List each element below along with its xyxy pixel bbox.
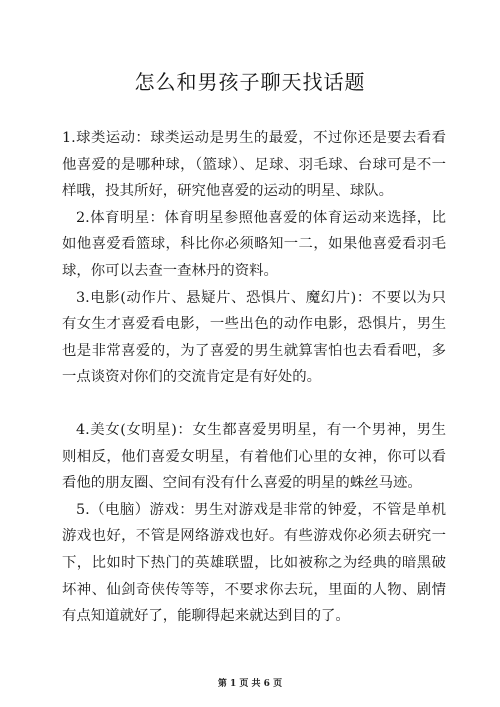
paragraph-sports-stars: 2.体育明星：体育明星参照他喜爱的体育运动来选择，比如他喜爱看篮球，科比你必须略知一二，如果他喜爱看羽毛球，你可以去查一查林丹的资料。 (62, 209, 446, 279)
page-number-footer: 第 1 页 共 6 页 (217, 679, 283, 689)
paragraph-female-stars: 4.美女(女明星)：女生都喜爱男明星，有一个男神，男生则相反，他们喜爱女明星，有着他们心里的女神，你可以看看他的朋友圈、空间有没有什么喜爱的明星的蛛丝马迹。 (62, 421, 446, 492)
paragraph-movies: 3.电影(动作片、悬疑片、恐惧片、魔幻片)：不要以为只有女生才喜爱看电影，一些出色的动作电影，恐惧片，男生也是非常喜爱的，为了喜爱的男生就算害怕也去看看吧，多一点谈资对你们的交流肯定是有好处的。 (62, 289, 446, 386)
page-title: 怎么和男孩子聊天找话题 (134, 70, 366, 94)
paragraph-ball-sports: 1.球类运动：球类运动是男生的最爱，不过你还是要去看看他喜爱的是哪种球，（篮球）、足球、羽毛球、台球可是不一样哦，投其所好，研究他喜爱的运动的明星、球队。 (62, 130, 446, 200)
paragraph-games: 5.（电脑）游戏：男生对游戏是非常的钟爱，不管是单机游戏也好，不管是网络游戏也好。有些游戏你必须去研究一下，比如时下热门的英雄联盟，比如被称之为经典的暗黑破坏神、仙剑奇侠传等等，不要求你去玩，里面的人物、剧情有点知道就好了，能聊得起来就达到目的了。 (62, 501, 446, 625)
document-body (62, 125, 446, 630)
